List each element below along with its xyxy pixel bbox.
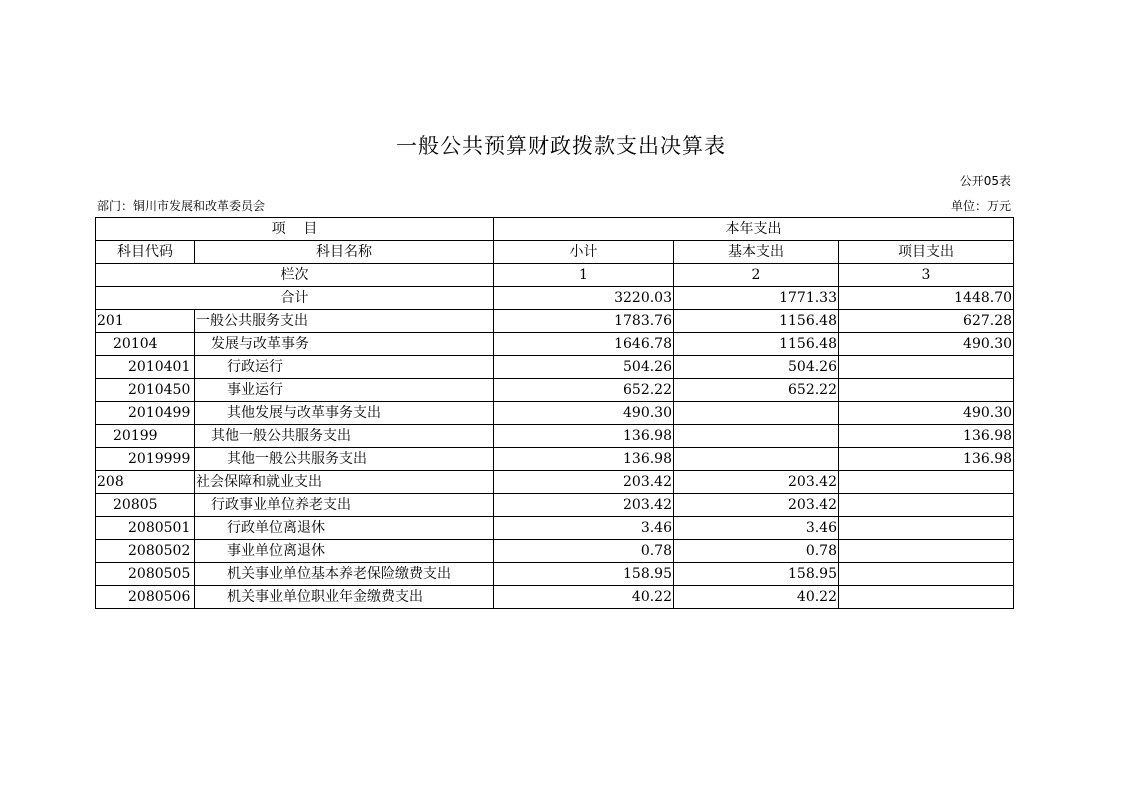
header-basic: 基本支出 <box>674 241 839 264</box>
row-name: 发展与改革事务 <box>195 333 494 356</box>
row-basic: 203.42 <box>674 471 839 494</box>
row-code: 2010450 <box>96 379 195 402</box>
table-row <box>96 402 1014 425</box>
row-basic <box>674 448 839 471</box>
table-row <box>96 586 1014 609</box>
total-basic: 1771.33 <box>674 287 839 310</box>
header-row-1 <box>96 218 1014 241</box>
header-project: 项 目 <box>96 218 494 241</box>
row-code: 2080501 <box>96 517 195 540</box>
row-code: 208 <box>96 471 195 494</box>
header-col2: 2 <box>674 264 839 287</box>
row-code: 2080505 <box>96 563 195 586</box>
row-subtotal: 504.26 <box>494 356 674 379</box>
row-code: 20199 <box>96 425 195 448</box>
expenditure-table <box>95 217 1014 609</box>
row-basic <box>674 425 839 448</box>
row-name: 行政事业单位养老支出 <box>195 494 494 517</box>
row-subtotal: 3.46 <box>494 517 674 540</box>
row-name: 社会保障和就业支出 <box>195 471 494 494</box>
row-name: 一般公共服务支出 <box>195 310 494 333</box>
table-row <box>96 563 1014 586</box>
table-row <box>96 333 1014 356</box>
header-row-2 <box>96 241 1014 264</box>
row-project: 136.98 <box>839 448 1014 471</box>
row-subtotal: 490.30 <box>494 402 674 425</box>
row-name: 其他一般公共服务支出 <box>195 448 494 471</box>
row-code: 20104 <box>96 333 195 356</box>
row-project <box>839 563 1014 586</box>
row-subtotal: 0.78 <box>494 540 674 563</box>
row-basic: 1156.48 <box>674 310 839 333</box>
form-number: 公开05表 <box>959 174 1011 188</box>
row-subtotal: 1646.78 <box>494 333 674 356</box>
row-subtotal: 136.98 <box>494 425 674 448</box>
row-code: 201 <box>96 310 195 333</box>
department-label: 部门：铜川市发展和改革委员会 <box>97 199 266 213</box>
header-col3: 3 <box>839 264 1014 287</box>
row-basic: 1156.48 <box>674 333 839 356</box>
table-row <box>96 494 1014 517</box>
row-subtotal: 1783.76 <box>494 310 674 333</box>
row-basic: 504.26 <box>674 356 839 379</box>
row-name: 行政运行 <box>195 356 494 379</box>
row-subtotal: 203.42 <box>494 471 674 494</box>
header-current-year: 本年支出 <box>494 218 1014 241</box>
row-project <box>839 356 1014 379</box>
row-basic: 203.42 <box>674 494 839 517</box>
header-code: 科目代码 <box>96 241 195 264</box>
row-project: 136.98 <box>839 425 1014 448</box>
row-project <box>839 586 1014 609</box>
row-subtotal: 40.22 <box>494 586 674 609</box>
row-basic: 652.22 <box>674 379 839 402</box>
row-project: 490.30 <box>839 333 1014 356</box>
row-name: 机关事业单位基本养老保险缴费支出 <box>195 563 494 586</box>
table-row <box>96 471 1014 494</box>
header-subtotal: 小计 <box>494 241 674 264</box>
header-column-no: 栏次 <box>96 264 494 287</box>
row-subtotal: 652.22 <box>494 379 674 402</box>
table-row <box>96 540 1014 563</box>
row-code: 20805 <box>96 494 195 517</box>
row-basic <box>674 402 839 425</box>
header-project-exp: 项目支出 <box>839 241 1014 264</box>
row-subtotal: 203.42 <box>494 494 674 517</box>
header-name: 科目名称 <box>195 241 494 264</box>
row-code: 2010499 <box>96 402 195 425</box>
row-basic: 3.46 <box>674 517 839 540</box>
row-project <box>839 379 1014 402</box>
row-name: 事业单位离退休 <box>195 540 494 563</box>
table-row <box>96 310 1014 333</box>
header-row-3 <box>96 264 1014 287</box>
table-row <box>96 356 1014 379</box>
total-row <box>96 287 1014 310</box>
row-code: 2080502 <box>96 540 195 563</box>
row-code: 2019999 <box>96 448 195 471</box>
total-project: 1448.70 <box>839 287 1014 310</box>
row-project <box>839 471 1014 494</box>
unit-label: 单位：万元 <box>950 199 1011 213</box>
table-row <box>96 517 1014 540</box>
row-subtotal: 158.95 <box>494 563 674 586</box>
total-subtotal: 3220.03 <box>494 287 674 310</box>
row-basic: 0.78 <box>674 540 839 563</box>
total-label: 合计 <box>96 287 494 310</box>
page-title: 一般公共预算财政拨款支出决算表 <box>396 134 726 158</box>
row-subtotal: 136.98 <box>494 448 674 471</box>
row-basic: 158.95 <box>674 563 839 586</box>
row-project: 490.30 <box>839 402 1014 425</box>
row-project <box>839 540 1014 563</box>
table-row <box>96 379 1014 402</box>
row-name: 其他发展与改革事务支出 <box>195 402 494 425</box>
row-code: 2080506 <box>96 586 195 609</box>
table-row <box>96 448 1014 471</box>
row-basic: 40.22 <box>674 586 839 609</box>
row-project: 627.28 <box>839 310 1014 333</box>
row-name: 事业运行 <box>195 379 494 402</box>
row-project <box>839 494 1014 517</box>
row-name: 其他一般公共服务支出 <box>195 425 494 448</box>
row-project <box>839 517 1014 540</box>
row-code: 2010401 <box>96 356 195 379</box>
header-col1: 1 <box>494 264 674 287</box>
row-name: 行政单位离退休 <box>195 517 494 540</box>
table-row <box>96 425 1014 448</box>
row-name: 机关事业单位职业年金缴费支出 <box>195 586 494 609</box>
